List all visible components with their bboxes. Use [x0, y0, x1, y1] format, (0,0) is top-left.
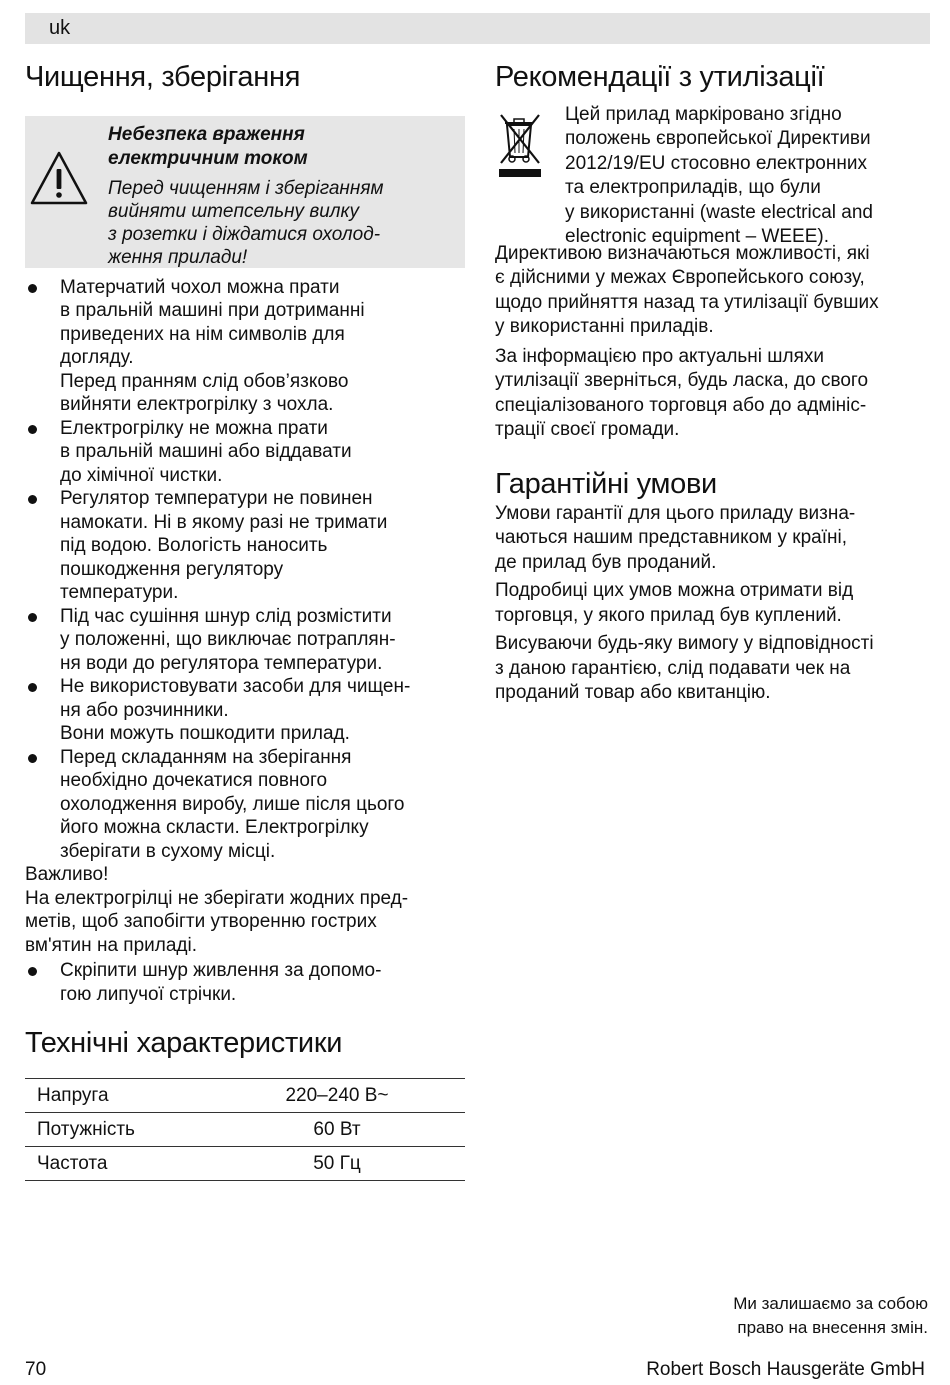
spec-key: Частота: [25, 1147, 287, 1181]
important-label: Важливо: [25, 864, 104, 886]
company-name: Robert Bosch Hausgeräte GmbH: [646, 1359, 925, 1380]
footer-note: Ми залишаємо за собою право на внесення змін.: [733, 1294, 928, 1337]
language-bar: [25, 13, 930, 44]
warning-body: Перед чищенням і зберіганням вийняти штепсельну вилку з розетки і діждатися охолод- ження прилади!: [108, 177, 384, 268]
cleaning-title: Чищення, зберігання: [25, 61, 301, 93]
specs-title: Технічні характеристики: [25, 1027, 343, 1060]
disposal-paragraph: Директивою визначаються можливості, які є дійсними у межах Європейського союзу, щодо прийняття назад та утилізації бувших у використанні приладів.: [495, 242, 879, 338]
table-row: [25, 1079, 465, 1113]
weee-block: [495, 105, 925, 247]
list-item: Не використовувати засоби для чищен- ня або розчинники. Вони можуть пошкодити прилад.: [25, 675, 465, 746]
warranty-title: Гарантійні умови: [495, 467, 717, 500]
page-number: 70: [25, 1359, 47, 1380]
disposal-paragraph: За інформацією про актуальні шляхи утилізації зверніться, будь ласка, до свого спеціалізованого торговця або до адмініс- трації своєї громади.: [495, 345, 869, 441]
list-item: Регулятор температури не повинен намокати. Ні в якому разі не тримати під водою. Вологість наносить пошкодження регулятору температури.: [25, 487, 465, 605]
spec-value-text: 50 Гц: [313, 1152, 361, 1174]
warranty-paragraph: Умови гарантії для цього приладу визна- чаються нашим представником у країні, де прилад був проданий.: [495, 502, 856, 573]
warranty-paragraph: Висуваючи будь-яку вимогу у відповідності з даною гарантією, слід подавати чек на проданий товар або квитанцію.: [495, 633, 874, 704]
spec-value: [287, 1113, 465, 1147]
spec-value: [287, 1147, 465, 1181]
list-item: Електрогрілку не можна прати в пральній машині або віддавати до хімічної чистки.: [25, 417, 465, 488]
cleaning-list: [25, 276, 465, 864]
spec-value: [287, 1079, 465, 1113]
disposal-title: Рекомендації з утилізації: [495, 61, 825, 93]
language-code: uk: [49, 17, 71, 39]
table-row: [25, 1147, 465, 1181]
list-item: Під час сушіння шнур слід розмістити у положенні, що виключає потраплян- ня води до регулятора температури.: [25, 605, 465, 676]
spec-value-text: 60 Вт: [313, 1118, 361, 1140]
cleaning-list-2: [25, 959, 465, 1006]
important-mark: !: [103, 864, 109, 886]
spec-key: Напруга: [25, 1079, 287, 1113]
list-item: Скріпити шнур живлення за допомо- гою липучої стрічки.: [25, 959, 465, 1006]
specs-table: [25, 1078, 465, 1181]
list-item: Перед складанням на зберігання необхідно дочекатися повного охолодження виробу, лише після цього його можна скласти. Електрогрілку зберігати в сухому місці.: [25, 746, 465, 864]
warranty-paragraph: Подробиці цих умов можна отримати від торговця, у якого прилад був куплений.: [495, 580, 854, 626]
spec-key: Потужність: [25, 1113, 287, 1147]
weee-intro: Цей прилад маркіровано згідно положень європейської Директиви 2012/19/EU стосовно електронних та електроприладів, що були у використанні (waste electrical and electronic equipment – WEEE).: [565, 103, 873, 248]
important-heading: [25, 863, 465, 887]
list-item: Матерчатий чохол можна прати в пральній машині при дотриманні приведених на нім символів для догляду. Перед пранням слід обов’язково вийняти електрогрілку з чохла.: [25, 276, 465, 417]
important-text: На електрогрілці не зберігати жодних пред- метів, щоб запобігти утворенню гострих вм'ятин на приладі.: [25, 887, 409, 956]
right-column: [495, 60, 925, 706]
crossed-bin-icon: [497, 111, 543, 177]
warning-title: Небезпека враження електричним током: [108, 123, 308, 169]
left-column: [25, 60, 465, 1181]
table-row: [25, 1113, 465, 1147]
warning-box: [25, 116, 465, 268]
spec-value-text: 220–240 В~: [285, 1084, 389, 1106]
warning-triangle-icon: [29, 150, 89, 206]
